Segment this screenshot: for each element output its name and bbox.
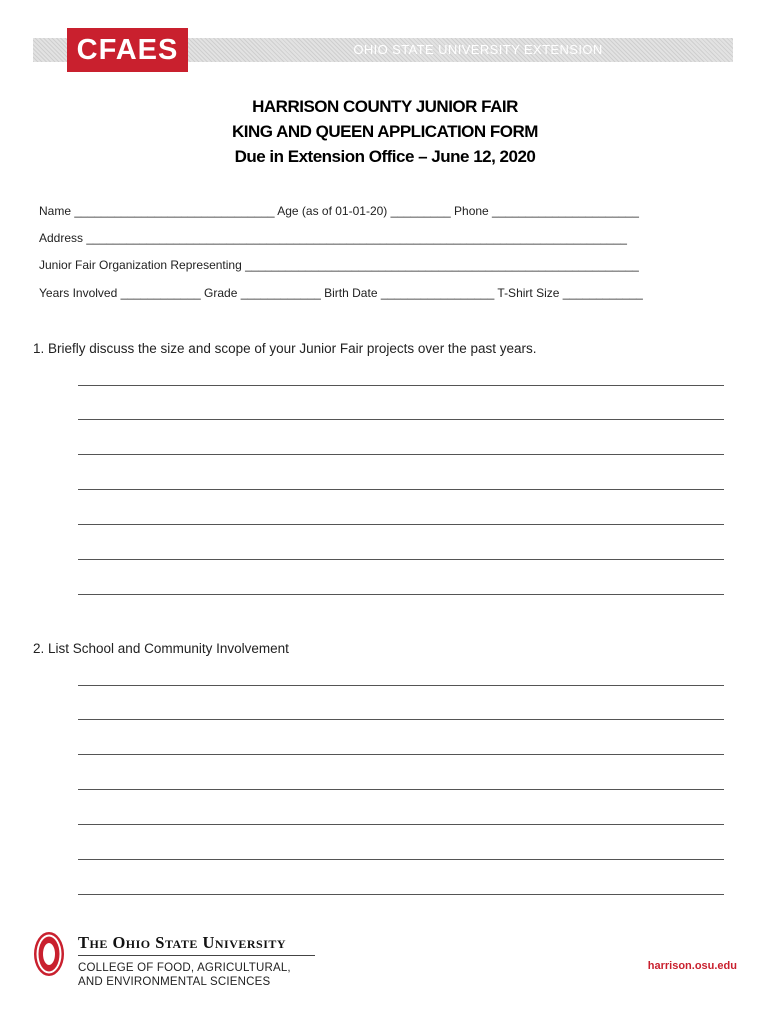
question-2-answer-line[interactable] [78, 894, 724, 895]
title-line-3: Due in Extension Office – June 12, 2020 [234, 147, 536, 166]
banner-text: OHIO STATE UNIVERSITY EXTENSION [353, 42, 603, 57]
question-1-answer-line[interactable] [78, 524, 724, 525]
question-2-answer-line[interactable] [78, 824, 724, 825]
organization-field[interactable]: Junior Fair Organization Representing ___________________________________________________________ [39, 258, 639, 272]
question-1-answer-line[interactable] [78, 419, 724, 420]
question-2-answer-line[interactable] [78, 685, 724, 686]
title-line-2: KING AND QUEEN APPLICATION FORM [232, 122, 538, 141]
address-field[interactable]: Address _________________________________________________________________________________ [39, 231, 627, 245]
title-line-1: HARRISON COUNTY JUNIOR FAIR [252, 97, 518, 116]
question-2-answer-line[interactable] [78, 719, 724, 720]
question-1-answer-line[interactable] [78, 594, 724, 595]
form-title [0, 94, 770, 169]
question-1-answer-line[interactable] [78, 454, 724, 455]
question-1-answer-line[interactable] [78, 385, 724, 386]
question-1-label: 1. Briefly discuss the size and scope of your Junior Fair projects over the past years. [33, 341, 537, 356]
question-2-answer-line[interactable] [78, 789, 724, 790]
website-link[interactable]: harrison.osu.edu [647, 960, 737, 972]
university-name: The Ohio State University [78, 933, 287, 952]
question-2-answer-line[interactable] [78, 754, 724, 755]
footer-divider [78, 955, 315, 956]
college-name: COLLEGE OF FOOD, AGRICULTURAL, AND ENVIRONMENTAL SCIENCES [78, 962, 291, 988]
question-1-answer-line[interactable] [78, 559, 724, 560]
block-o-icon [33, 931, 65, 977]
years-grade-birthdate-shirt-fields[interactable]: Years Involved ____________ Grade ____________ Birth Date _________________ T-Shirt Size ____________ [39, 286, 643, 300]
name-age-phone-fields[interactable]: Name ______________________________ Age (as of 01-01-20) _________ Phone ______________________ [39, 204, 639, 218]
question-2-answer-line[interactable] [78, 859, 724, 860]
question-2-label: 2. List School and Community Involvement [33, 641, 289, 656]
question-1-answer-line[interactable] [78, 489, 724, 490]
cfaes-logo: CFAES [67, 28, 188, 72]
